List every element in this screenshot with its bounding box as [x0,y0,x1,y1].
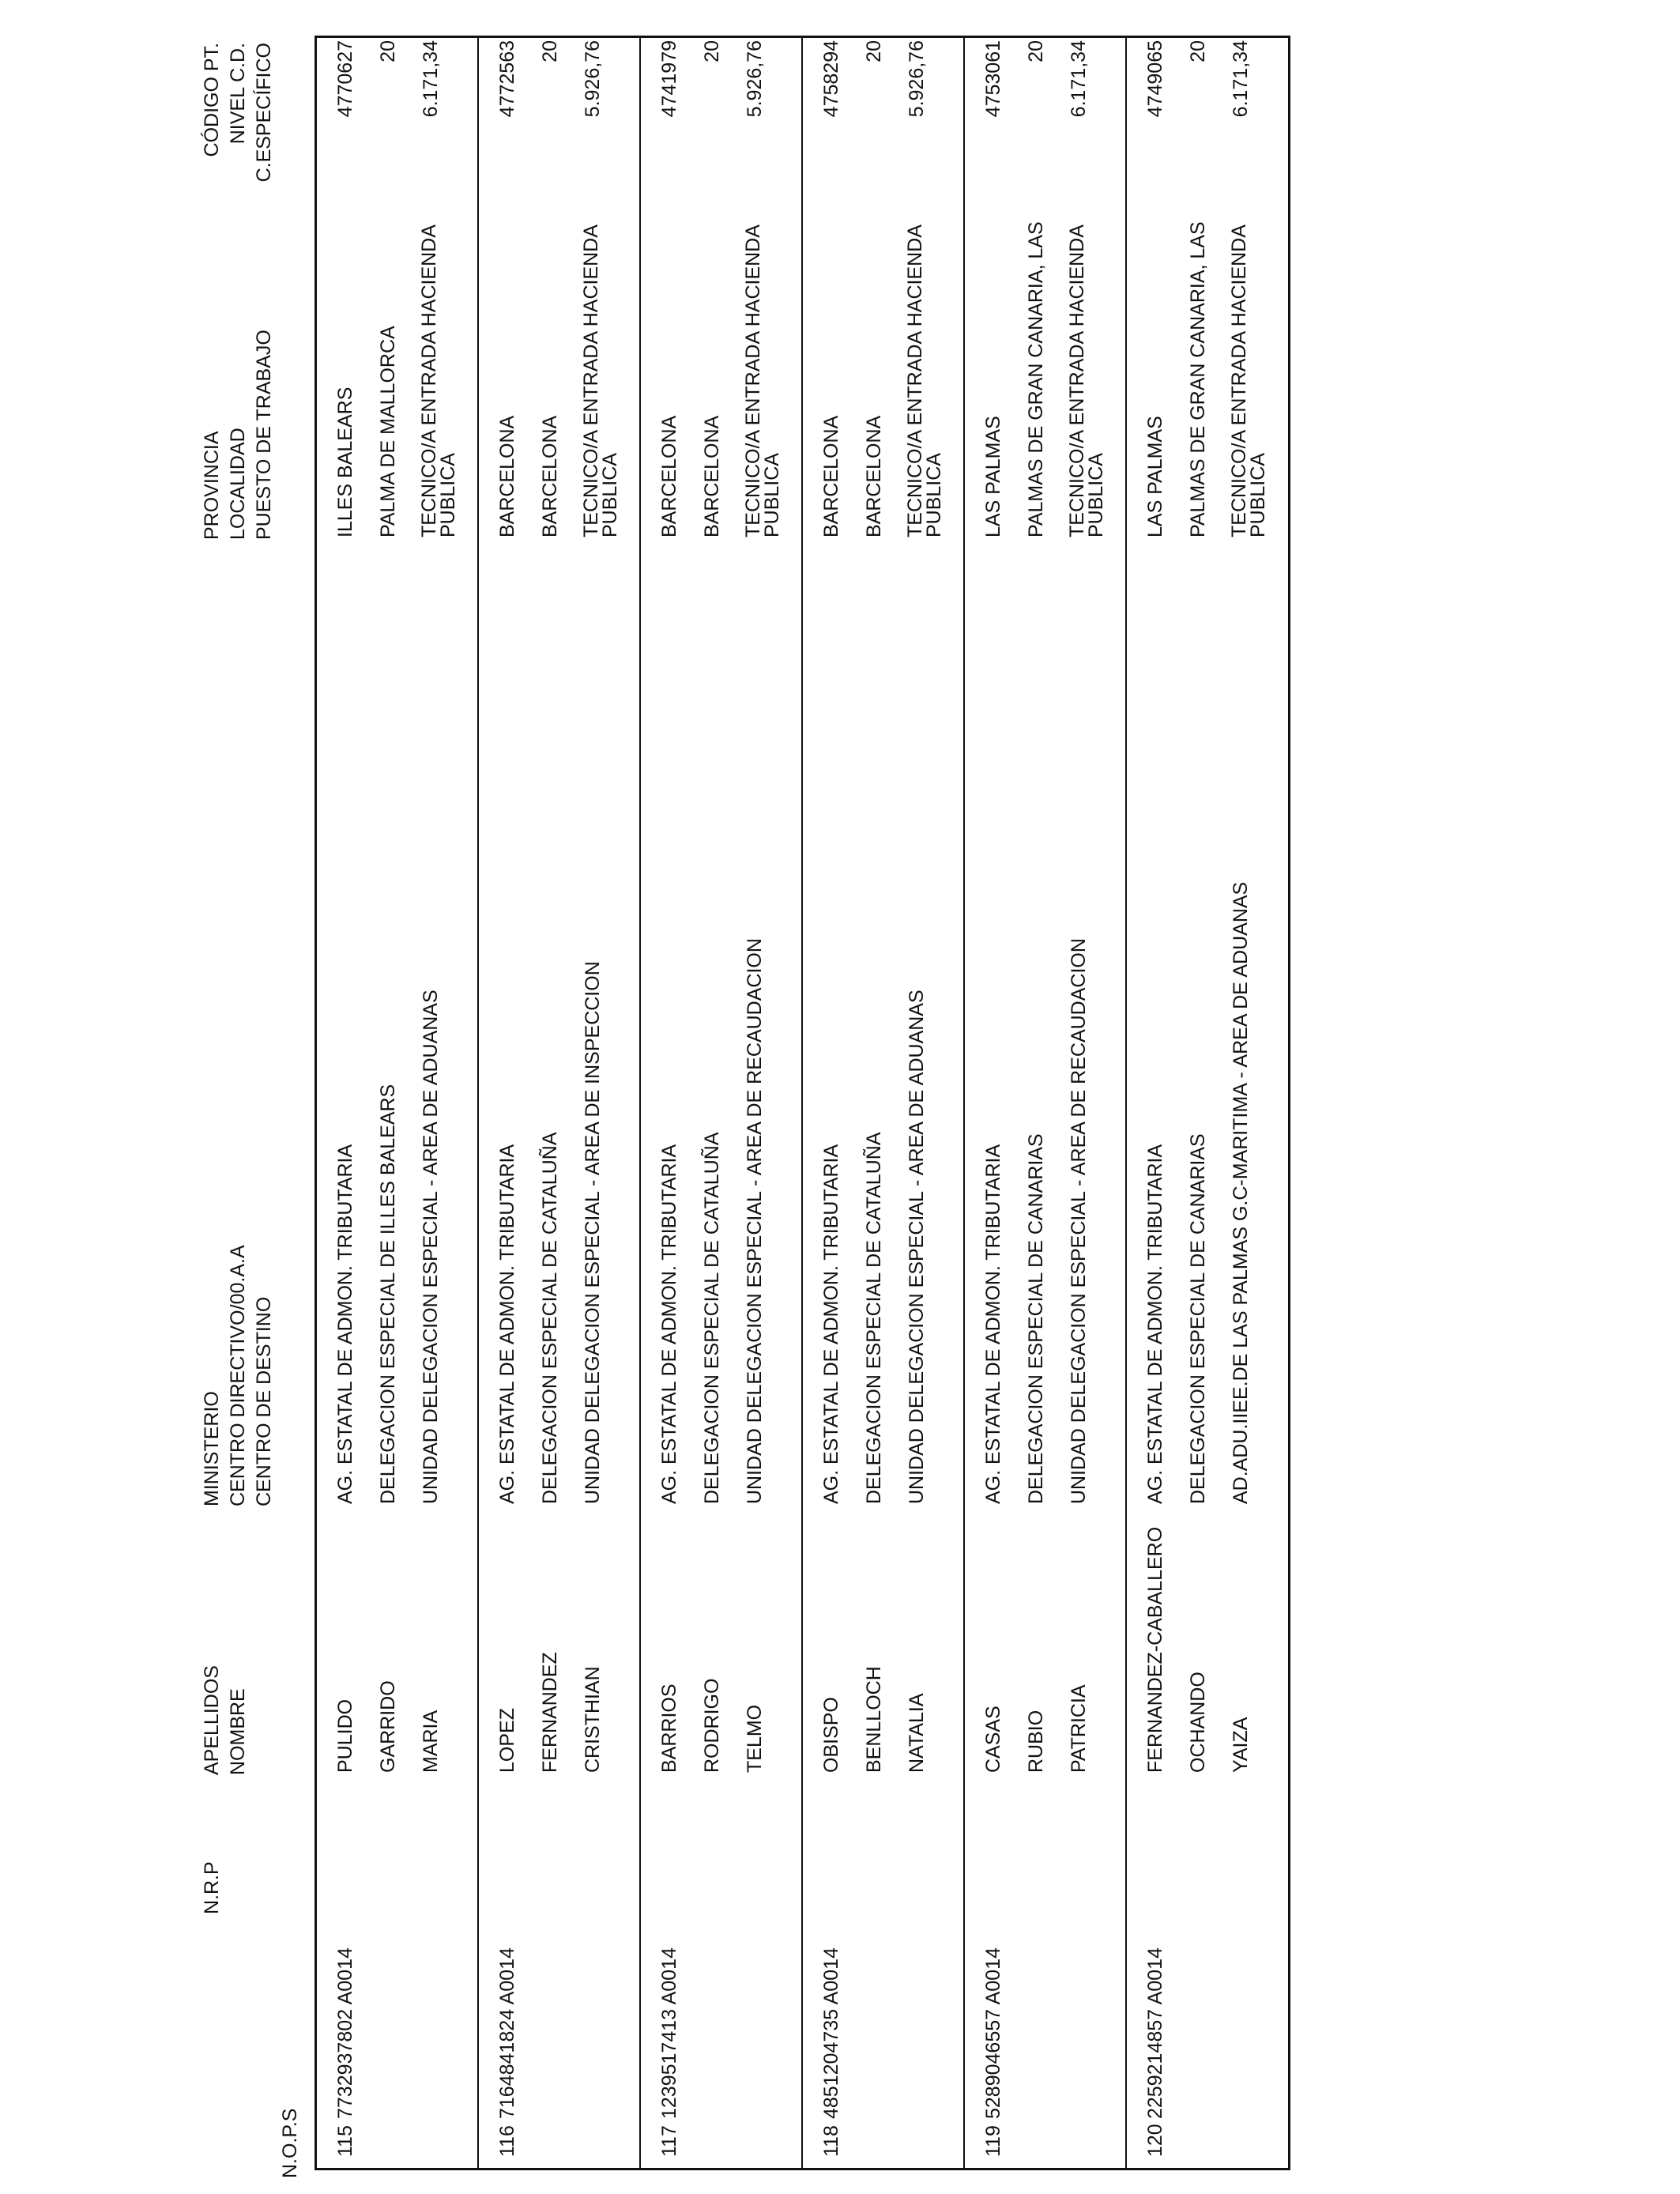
record-especifico: 6.171,34 [1068,40,1090,118]
table-row [965,38,1127,2168]
record-centro-destino: AD.ADU.IIEE.DE LAS PALMAS G.C-MARITIMA - AREA DE ADUANAS [1230,881,1252,1504]
record-puesto [1068,224,1106,537]
record-apellido1: PULIDO [334,1698,356,1773]
header-centro-destino-label: CENTRO DE DESTINO [253,1296,275,1506]
header-nivel-label: NIVEL C.D. [227,43,249,145]
record-puesto-line2: PUBLICA [1247,453,1269,537]
record-provincia: ILLES BALEARS [334,386,356,537]
record-nivel: 20 [863,40,885,62]
record-provincia: LAS PALMAS [1144,416,1166,537]
table-row [1127,38,1289,2168]
header-nombre-label: NOMBRE [227,1688,249,1775]
record-codigo: 4741979 [658,40,680,118]
record-number: 117 [658,2125,680,2157]
record-puesto-line1: TECNICO/A ENTRADA HACIENDA [1066,224,1088,537]
record-puesto [744,224,782,537]
record-ministerio: AG. ESTATAL DE ADMON. TRIBUTARIA [658,1144,680,1504]
record-centro-destino: UNIDAD DELEGACION ESPECIAL - AREA DE ADUANAS [420,990,442,1504]
record-apellido1: FERNANDEZ-CABALLERO [1144,1526,1166,1773]
record-provincia: LAS PALMAS [982,416,1004,537]
record-nombre: TELMO [744,1704,766,1773]
record-provincia: BARCELONA [820,415,842,537]
header-ministerio [199,1245,310,1506]
record-puesto-line2: PUBLICA [599,453,621,537]
header-nrp-label: N.R.P [201,1861,223,1914]
record-apellido2: FERNANDEZ [539,1652,561,1773]
record-localidad: BARCELONA [539,415,561,537]
header-codigo [199,43,310,237]
record-apellido1: OBISPO [820,1697,842,1773]
record-puesto-line1: TECNICO/A ENTRADA HACIENDA [1228,224,1250,537]
record-number: 115 [334,2125,356,2157]
record-centro-directivo: DELEGACION ESPECIAL DE CATALUÑA [701,1132,723,1504]
record-especifico: 6.171,34 [1230,40,1252,118]
record-puesto [420,224,458,537]
record-centro-destino: UNIDAD DELEGACION ESPECIAL - AREA DE RECAUDACION [1068,938,1090,1504]
record-localidad: BARCELONA [863,415,885,537]
record-nombre: YAIZA [1230,1717,1252,1773]
record-codigo: 4758294 [820,40,842,118]
record-provincia: BARCELONA [658,415,680,537]
header-puesto-label: PUESTO DE TRABAJO [253,330,275,540]
header-nops-label: N.O.P.S [279,2108,301,2178]
record-especifico: 5.926,76 [906,40,928,118]
header-nops [199,2109,310,2178]
record-codigo: 4753061 [982,40,1004,118]
record-puesto-line1: TECNICO/A ENTRADA HACIENDA [418,224,440,537]
record-nrp: 1239517413 A0014 [658,1947,680,2119]
record-ministerio: AG. ESTATAL DE ADMON. TRIBUTARIA [820,1144,842,1504]
header-ministerio-label: MINISTERIO [201,1391,223,1506]
table-row [317,38,479,2168]
record-apellido2: RUBIO [1025,1710,1047,1773]
record-especifico: 6.171,34 [420,40,442,118]
record-codigo: 4770627 [334,40,356,118]
record-especifico: 5.926,76 [744,40,766,118]
record-localidad: BARCELONA [701,415,723,537]
record-ministerio: AG. ESTATAL DE ADMON. TRIBUTARIA [982,1144,1004,1504]
record-number: 116 [496,2125,518,2157]
record-nivel: 20 [377,40,399,62]
record-centro-destino: UNIDAD DELEGACION ESPECIAL - AREA DE INSPECCION [582,961,604,1504]
header-provincia-label: PROVINCIA [201,431,223,540]
record-provincia: BARCELONA [496,415,518,537]
record-nombre: PATRICIA [1068,1684,1090,1773]
record-number: 119 [982,2125,1004,2157]
record-nombre: MARIA [420,1710,442,1773]
header-nrp [199,1861,310,1914]
record-nrp: 4851204735 A0014 [820,1947,842,2119]
record-centro-directivo: DELEGACION ESPECIAL DE ILLES BALEARS [377,1084,399,1504]
record-centro-destino: UNIDAD DELEGACION ESPECIAL - AREA DE ADUANAS [906,990,928,1504]
record-nivel: 20 [539,40,561,62]
header-localidad-label: LOCALIDAD [227,428,249,540]
record-apellido1: LOPEZ [496,1708,518,1773]
record-ministerio: AG. ESTATAL DE ADMON. TRIBUTARIA [496,1144,518,1504]
table-row [479,38,641,2168]
records-table [315,36,1290,2170]
table-row [641,38,803,2168]
record-puesto [582,224,620,537]
record-puesto-line1: TECNICO/A ENTRADA HACIENDA [904,224,926,537]
record-puesto-line2: PUBLICA [761,453,783,537]
record-nivel: 20 [1187,40,1209,62]
record-especifico: 5.926,76 [582,40,604,118]
record-nombre: CRISTHIAN [582,1666,604,1773]
record-apellido2: GARRIDO [377,1680,399,1773]
record-apellido1: BARRIOS [658,1683,680,1773]
header-apellidos [199,1665,310,1775]
header-apellidos-label: APELLIDOS [201,1665,223,1775]
record-centro-directivo: DELEGACION ESPECIAL DE CATALUÑA [863,1132,885,1504]
record-number: 118 [820,2125,842,2157]
record-number: 120 [1144,2124,1166,2157]
record-localidad: PALMAS DE GRAN CANARIA, LAS [1187,221,1209,537]
record-puesto [1230,224,1268,537]
record-centro-directivo: DELEGACION ESPECIAL DE CANARIAS [1187,1133,1209,1504]
record-ministerio: AG. ESTATAL DE ADMON. TRIBUTARIA [334,1144,356,1504]
record-puesto-line2: PUBLICA [1085,453,1107,537]
record-centro-destino: UNIDAD DELEGACION ESPECIAL - AREA DE RECAUDACION [744,938,766,1504]
record-nrp: 7732937802 A0014 [334,1947,356,2119]
header-codigo-label: CÓDIGO PT. [201,43,223,157]
record-puesto-line1: TECNICO/A ENTRADA HACIENDA [742,224,764,537]
record-nivel: 20 [1025,40,1047,62]
record-centro-directivo: DELEGACION ESPECIAL DE CATALUÑA [539,1132,561,1504]
header-especifico-label: C.ESPECÍFICO [253,43,275,183]
record-nombre: NATALIA [906,1693,928,1773]
record-nrp: 5289046557 A0014 [982,1947,1004,2119]
record-puesto-line2: PUBLICA [437,453,459,537]
record-puesto-line2: PUBLICA [923,453,945,537]
record-codigo: 4749065 [1144,40,1166,118]
record-puesto [906,224,944,537]
record-puesto-line1: TECNICO/A ENTRADA HACIENDA [580,224,602,537]
header-provincia [199,330,310,540]
record-localidad: PALMAS DE GRAN CANARIA, LAS [1025,221,1047,537]
record-centro-directivo: DELEGACION ESPECIAL DE CANARIAS [1025,1133,1047,1504]
record-codigo: 4772563 [496,40,518,118]
header-centro-directivo-label: CENTRO DIRECTIVO/00.A.A [227,1245,249,1506]
record-localidad: PALMA DE MALLORCA [377,326,399,537]
record-nrp: 7164841824 A0014 [496,1947,518,2119]
record-apellido1: CASAS [982,1706,1004,1773]
record-apellido2: BENLLOCH [863,1666,885,1773]
table-row [803,38,965,2168]
record-nrp: 2259214857 A0014 [1144,1947,1166,2119]
record-ministerio: AG. ESTATAL DE ADMON. TRIBUTARIA [1144,1144,1166,1504]
record-nivel: 20 [701,40,723,62]
record-apellido2: RODRIGO [701,1678,723,1773]
record-apellido2: OCHANDO [1187,1672,1209,1773]
